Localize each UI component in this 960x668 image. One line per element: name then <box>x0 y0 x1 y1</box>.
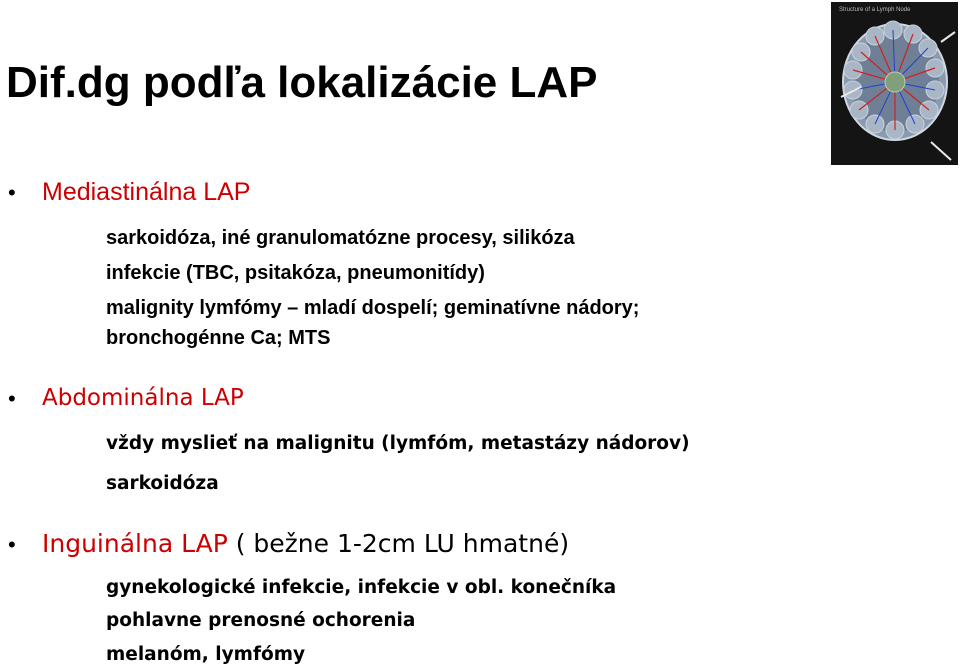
lymph-node-illustration <box>831 2 958 165</box>
section-line: melanóm, lymfómy <box>106 644 306 665</box>
section-line: sarkoidóza <box>106 473 219 494</box>
bullet-dot: • <box>8 532 16 557</box>
bullet-dot: • <box>8 180 16 205</box>
section-line: sarkoidóza, iné granulomatózne procesy, silikóza <box>106 227 575 249</box>
section-heading-mediastinal: Mediastinálna LAP <box>42 178 251 206</box>
slide-title: Dif.dg podľa lokalizácie LAP <box>6 58 598 107</box>
section-heading-inguinal <box>42 529 569 558</box>
image-caption: Structure of a Lymph Node <box>839 7 911 13</box>
section-line: infekcie (TBC, psitakóza, pneumonitídy) <box>106 262 485 284</box>
section-line: malignity lymfómy – mladí dospelí; geminatívne nádory; <box>106 297 640 319</box>
section-line: vždy myslieť na malignitu (lymfóm, metastázy nádorov) <box>106 433 690 454</box>
section-line: gynekologické infekcie, infekcie v obl. konečníka <box>106 577 617 598</box>
section-line: pohlavne prenosné ochorenia <box>106 610 416 631</box>
section-line: bronchogénne Ca; MTS <box>106 327 331 349</box>
lymph-node-image <box>831 2 958 165</box>
bullet-dot: • <box>8 386 16 411</box>
section-heading-abdominal: Abdominálna LAP <box>42 385 244 411</box>
inguinal-heading-note: ( bežne 1-2cm LU hmatné) <box>235 529 570 558</box>
inguinal-heading-text: Inguinálna LAP <box>42 529 228 558</box>
